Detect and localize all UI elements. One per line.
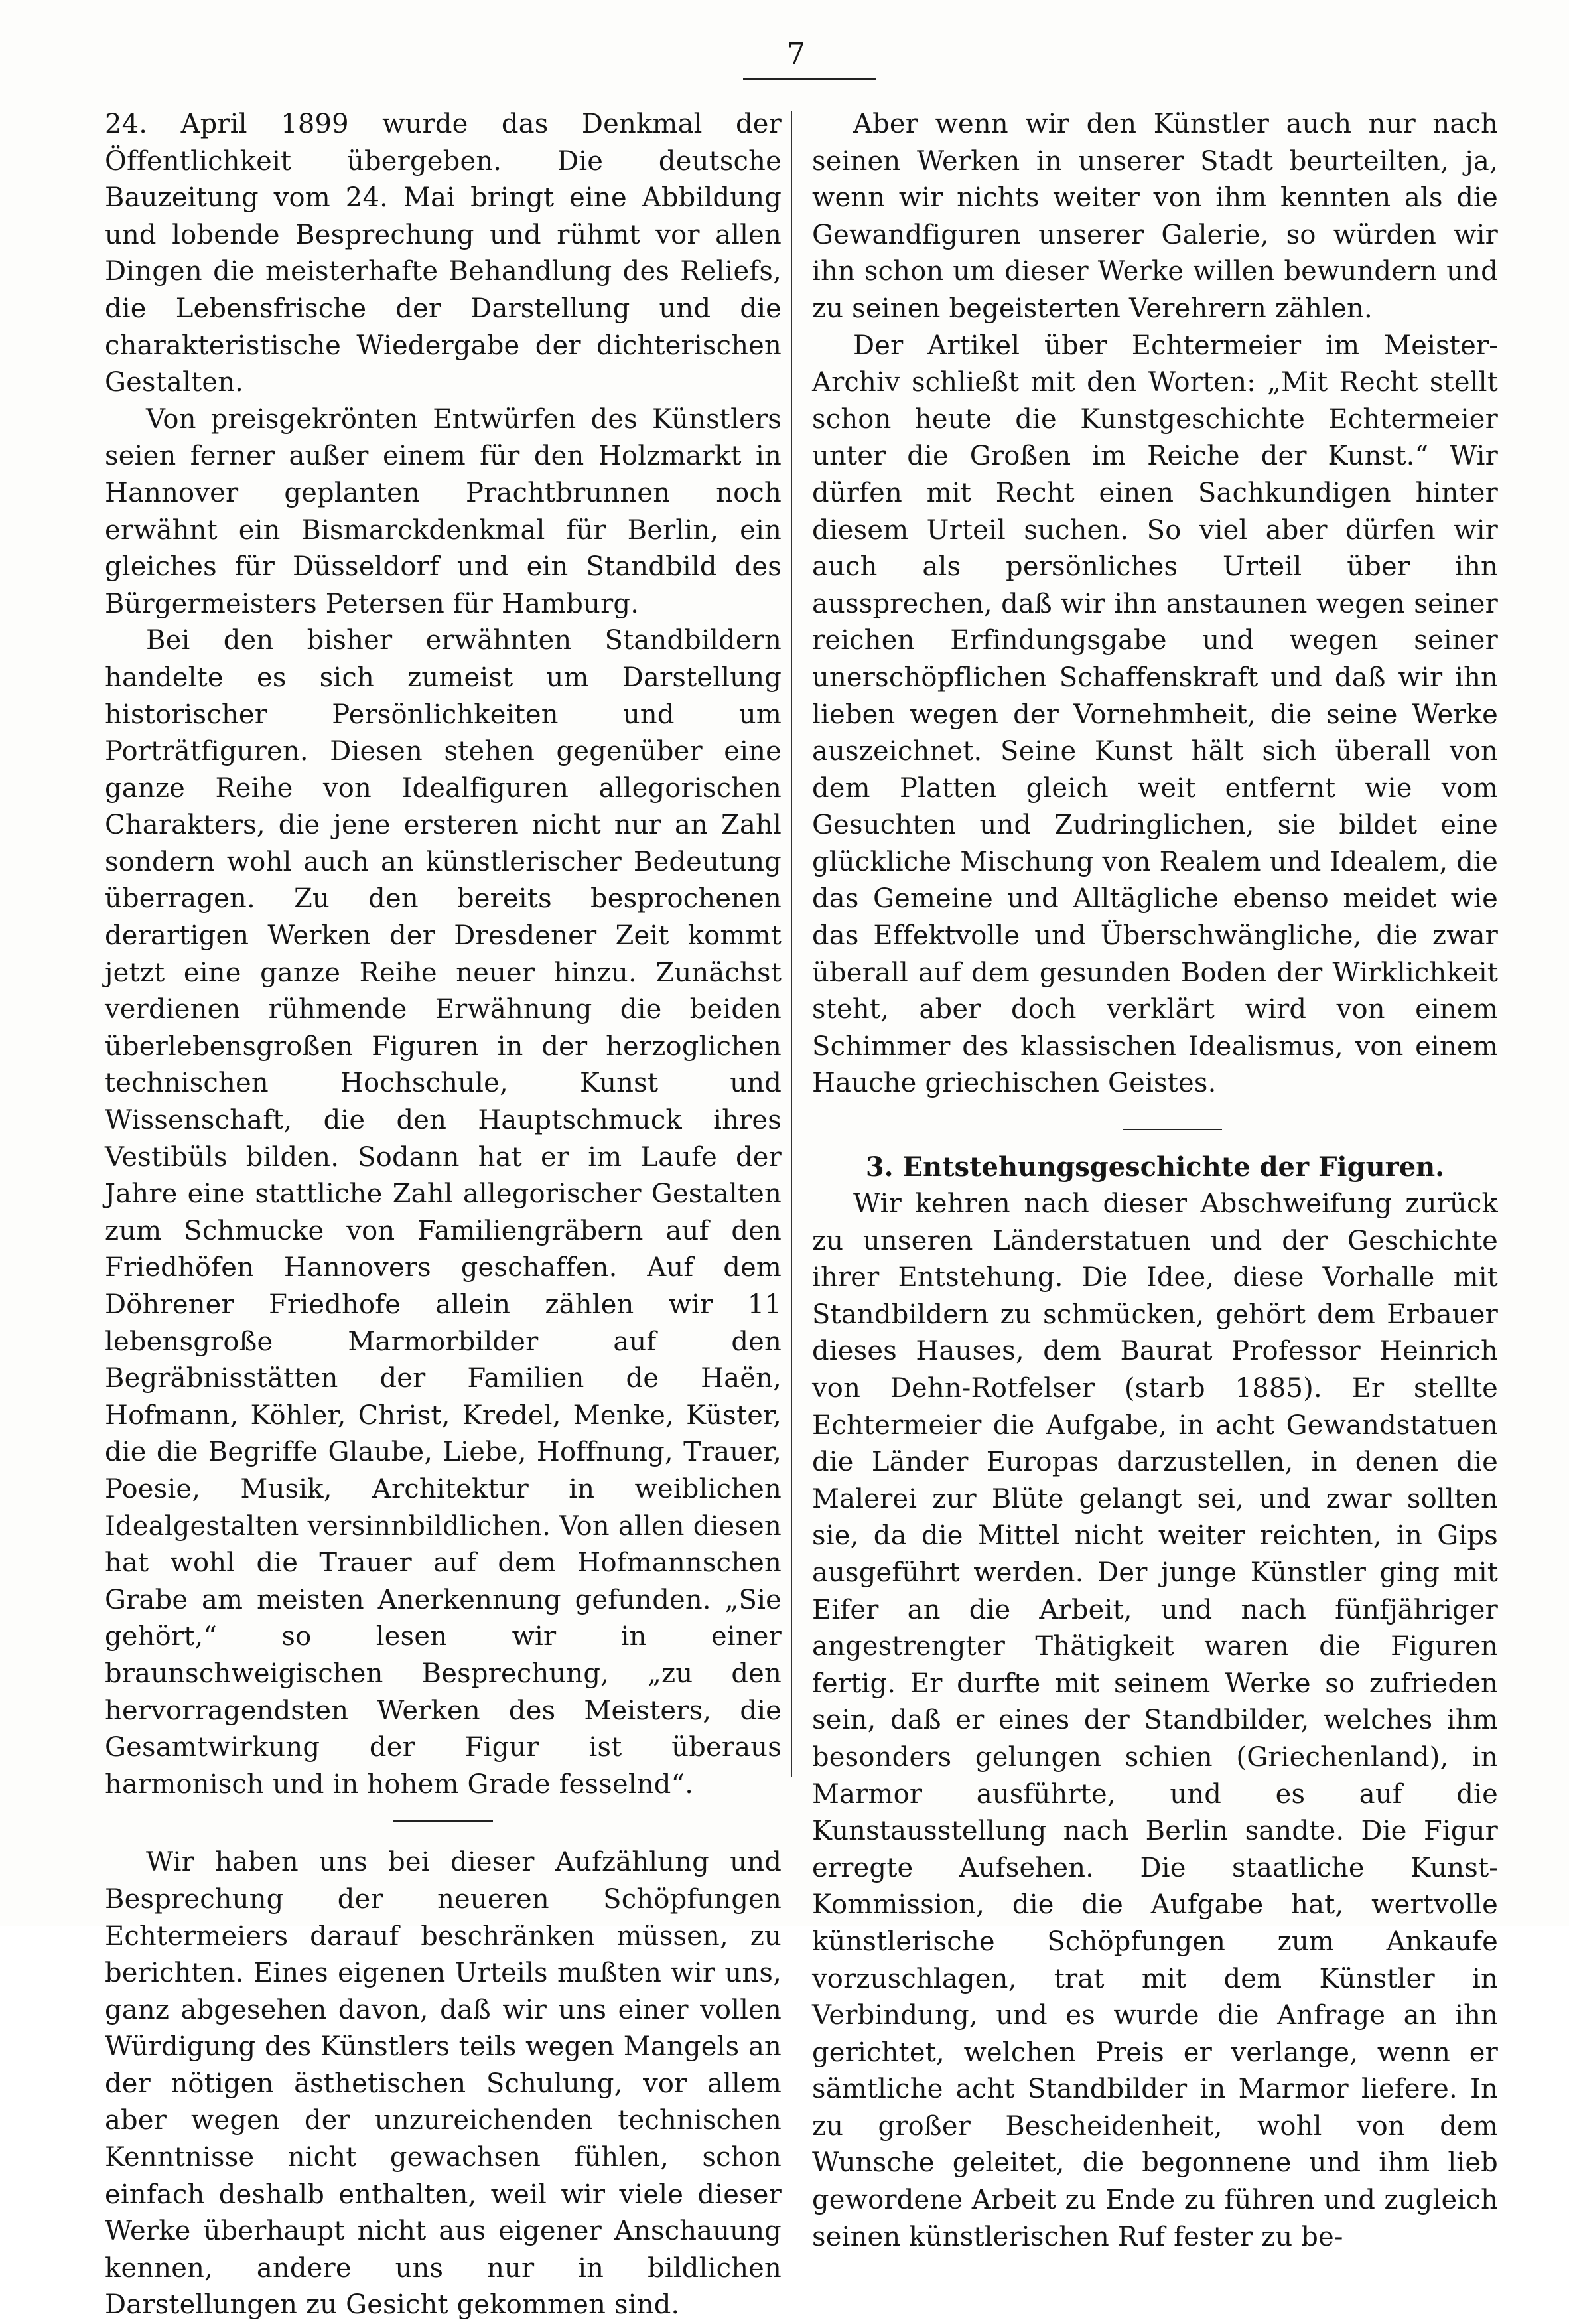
left-column xyxy=(105,106,782,2324)
paragraph: Von preisgekrönten Entwürfen des Künstlers seien ferner außer einem für den Holzmarkt in Hannover geplanten Prachtbrunnen noch erwähnt ein Bismarckdenkmal für Berlin, ein gleiches für Düsseldorf und ein Standbild des Bürgermeisters Petersen für Hamburg. xyxy=(105,403,782,619)
section-heading: 3. Entstehungsgeschichte der Figuren. xyxy=(865,1151,1445,1183)
paragraph: Bei den bisher erwähnten Standbildern handelte es sich zumeist um Darstellung historischer Persönlichkeiten und um Porträtfiguren. Diesen stehen gegenüber eine ganze Reihe von Idealfiguren allegorischen Charakters, die jene ersteren nicht nur an Zahl sondern wohl auch an künstlerischer Bedeutung überragen. Zu den bereits besprochenen derartigen Werken der Dresdener Zeit kommt jetzt eine ganze Reihe neuer hinzu. Zunächst verdienen rühmende Erwähnung die beiden überlebensgroßen Figuren in der herzoglichen technischen Hochschule, Kunst und Wissenschaft, die den Hauptschmuck ihres Vestibüls bilden. Sodann hat er im Laufe der Jahre eine stattliche Zahl allegorischer Gestalten zum Schmucke von Familiengräbern auf den Friedhöfen Hannovers geschaffen. Auf dem Döhrener Friedhofe allein zählen wir 11 lebensgroße Marmorbilder auf den Begräbnisstätten der Familien de Haën, Hofmann, Köhler, Christ, Kredel, Menke, Küster, die die Begriffe Glaube, Liebe, Hoffnung, Trauer, Poesie, Musik, Architektur in weiblichen Idealgestalten versinnbildlichen. Von allen diesen hat wohl die Trauer auf dem Hofmannschen Grabe am meisten Anerkennung gefunden. „Sie gehört,“ so lesen wir in einer braunschweigischen Besprechung, „zu den hervorragendsten Werken des Meisters, die Gesamtwirkung der Figur ist überaus harmonisch und in hohem Grade fesselnd“. xyxy=(105,625,782,1800)
paragraph: Aber wenn wir den Künstler auch nur nach seinen Werken in unserer Stadt beurteilten, ja, wenn wir nichts weiter von ihm kennten als die Gewandfiguren unserer Galerie, so würden wir ihn schon um dieser Werke willen bewundern und zu seinen begeisterten Verehrern zählen. xyxy=(812,109,1498,324)
separator-rule xyxy=(393,1820,493,1822)
paragraph: Wir kehren nach dieser Abschweifung zurück zu unseren Länderstatuen und der Geschichte ihrer Entstehung. Die Idee, diese Vorhalle mit Standbildern zu schmücken, gehört dem Erbauer dieses Hauses, dem Baurat Professor Heinrich von Dehn-Rotfelser (starb 1885). Er stellte Echtermeier die Aufgabe, in acht Gewandstatuen die Länder Europas darzustellen, in denen die Malerei zur Blüte gelangt sei, und zwar sollten sie, da die Mittel nicht weiter reichten, in Gips ausgeführt werden. Der junge Künstler ging mit Eifer an die Arbeit, und nach fünfjähriger angestrengter Thätigkeit waren die Figuren fertig. Er durfte mit seinem Werke so zufrieden sein, daß er eines der Standbilder, welches ihm besonders gelungen schien (Griechenland), in Marmor ausführte, und es auf die Kunstausstellung nach Berlin sandte. Die Figur erregte Aufsehen. Die staatliche Kunst-Kommission, die die Aufgabe hat, wertvolle künstlerische Schöpfungen zum Ankaufe vorzuschlagen, trat mit dem Künstler in Verbindung, und es wurde die Anfrage an ihn gerichtet, welchen Preis er verlange, wenn er sämtliche acht Standbilder in Marmor liefere. In zu großer Bescheidenheit, wohl von dem Wunsche geleitet, die begonnene und ihm lieb gewordene Arbeit zu Ende zu führen und zugleich seinen künstlerischen Ruf fester zu be- xyxy=(812,1189,1498,2252)
paragraph: 24. April 1899 wurde das Denkmal der Öffentlichkeit übergeben. Die deutsche Bauzeitung vom 24. Mai bringt eine Abbildung und lobende Besprechung und rühmt vor allen Dingen die meisterhafte Behandlung des Reliefs, die Lebensfrische der Darstellung und die charakteristische Wiedergabe der dichterischen Gestalten. xyxy=(105,109,782,398)
separator-rule xyxy=(1123,1129,1222,1130)
page-number: 7 xyxy=(787,37,805,71)
column-divider xyxy=(791,111,792,1777)
header-rule xyxy=(743,78,876,80)
paragraph: Wir haben uns bei dieser Aufzählung und Besprechung der neueren Schöpfungen Echtermeiers darauf beschränken müssen, zu berichten. Eines eigenen Urteils mußten wir uns, ganz abgesehen davon, daß wir uns einer vollen Würdigung des Künstlers teils wegen Mangels an der nötigen ästhetischen Schulung, vor allem aber wegen der unzureichenden technischen Kenntnisse nicht gewachsen fühlen, schon einfach deshalb enthalten, weil wir viele dieser Werke überhaupt nicht aus eigener Anschauung kennen, andere uns nur in bildlichen Darstellungen zu Gesicht gekommen sind. xyxy=(105,1847,782,2321)
right-column xyxy=(812,106,1498,2256)
paragraph: Der Artikel über Echtermeier im Meister-Archiv schließt mit den Worten: „Mit Recht stellt schon heute die Kunstgeschichte Echtermeier unter die Großen im Reiche der Kunst.“ Wir dürfen mit Recht einen Sachkundigen hinter diesem Urteil suchen. So viel aber dürfen wir auch als persönliches Urteil über ihn aussprechen, daß wir ihn anstaunen wegen seiner reichen Erfindungsgabe und wegen seiner unerschöpflichen Schaffenskraft und daß wir ihn lieben wegen der Vornehmheit, die seine Werke auszeichnet. Seine Kunst hält sich überall von dem Platten gleich weit entfernt wie vom Gesuchten und Zudringlichen, sie bildet eine glückliche Mischung von Realem und Idealem, die das Gemeine und Alltägliche ebenso meidet wie das Effektvolle und Überschwängliche, die zwar überall auf dem gesunden Boden der Wirklichkeit steht, aber doch verklärt wird von einem Schimmer des klassischen Idealismus, von einem Hauche griechischen Geistes. xyxy=(812,330,1498,1099)
